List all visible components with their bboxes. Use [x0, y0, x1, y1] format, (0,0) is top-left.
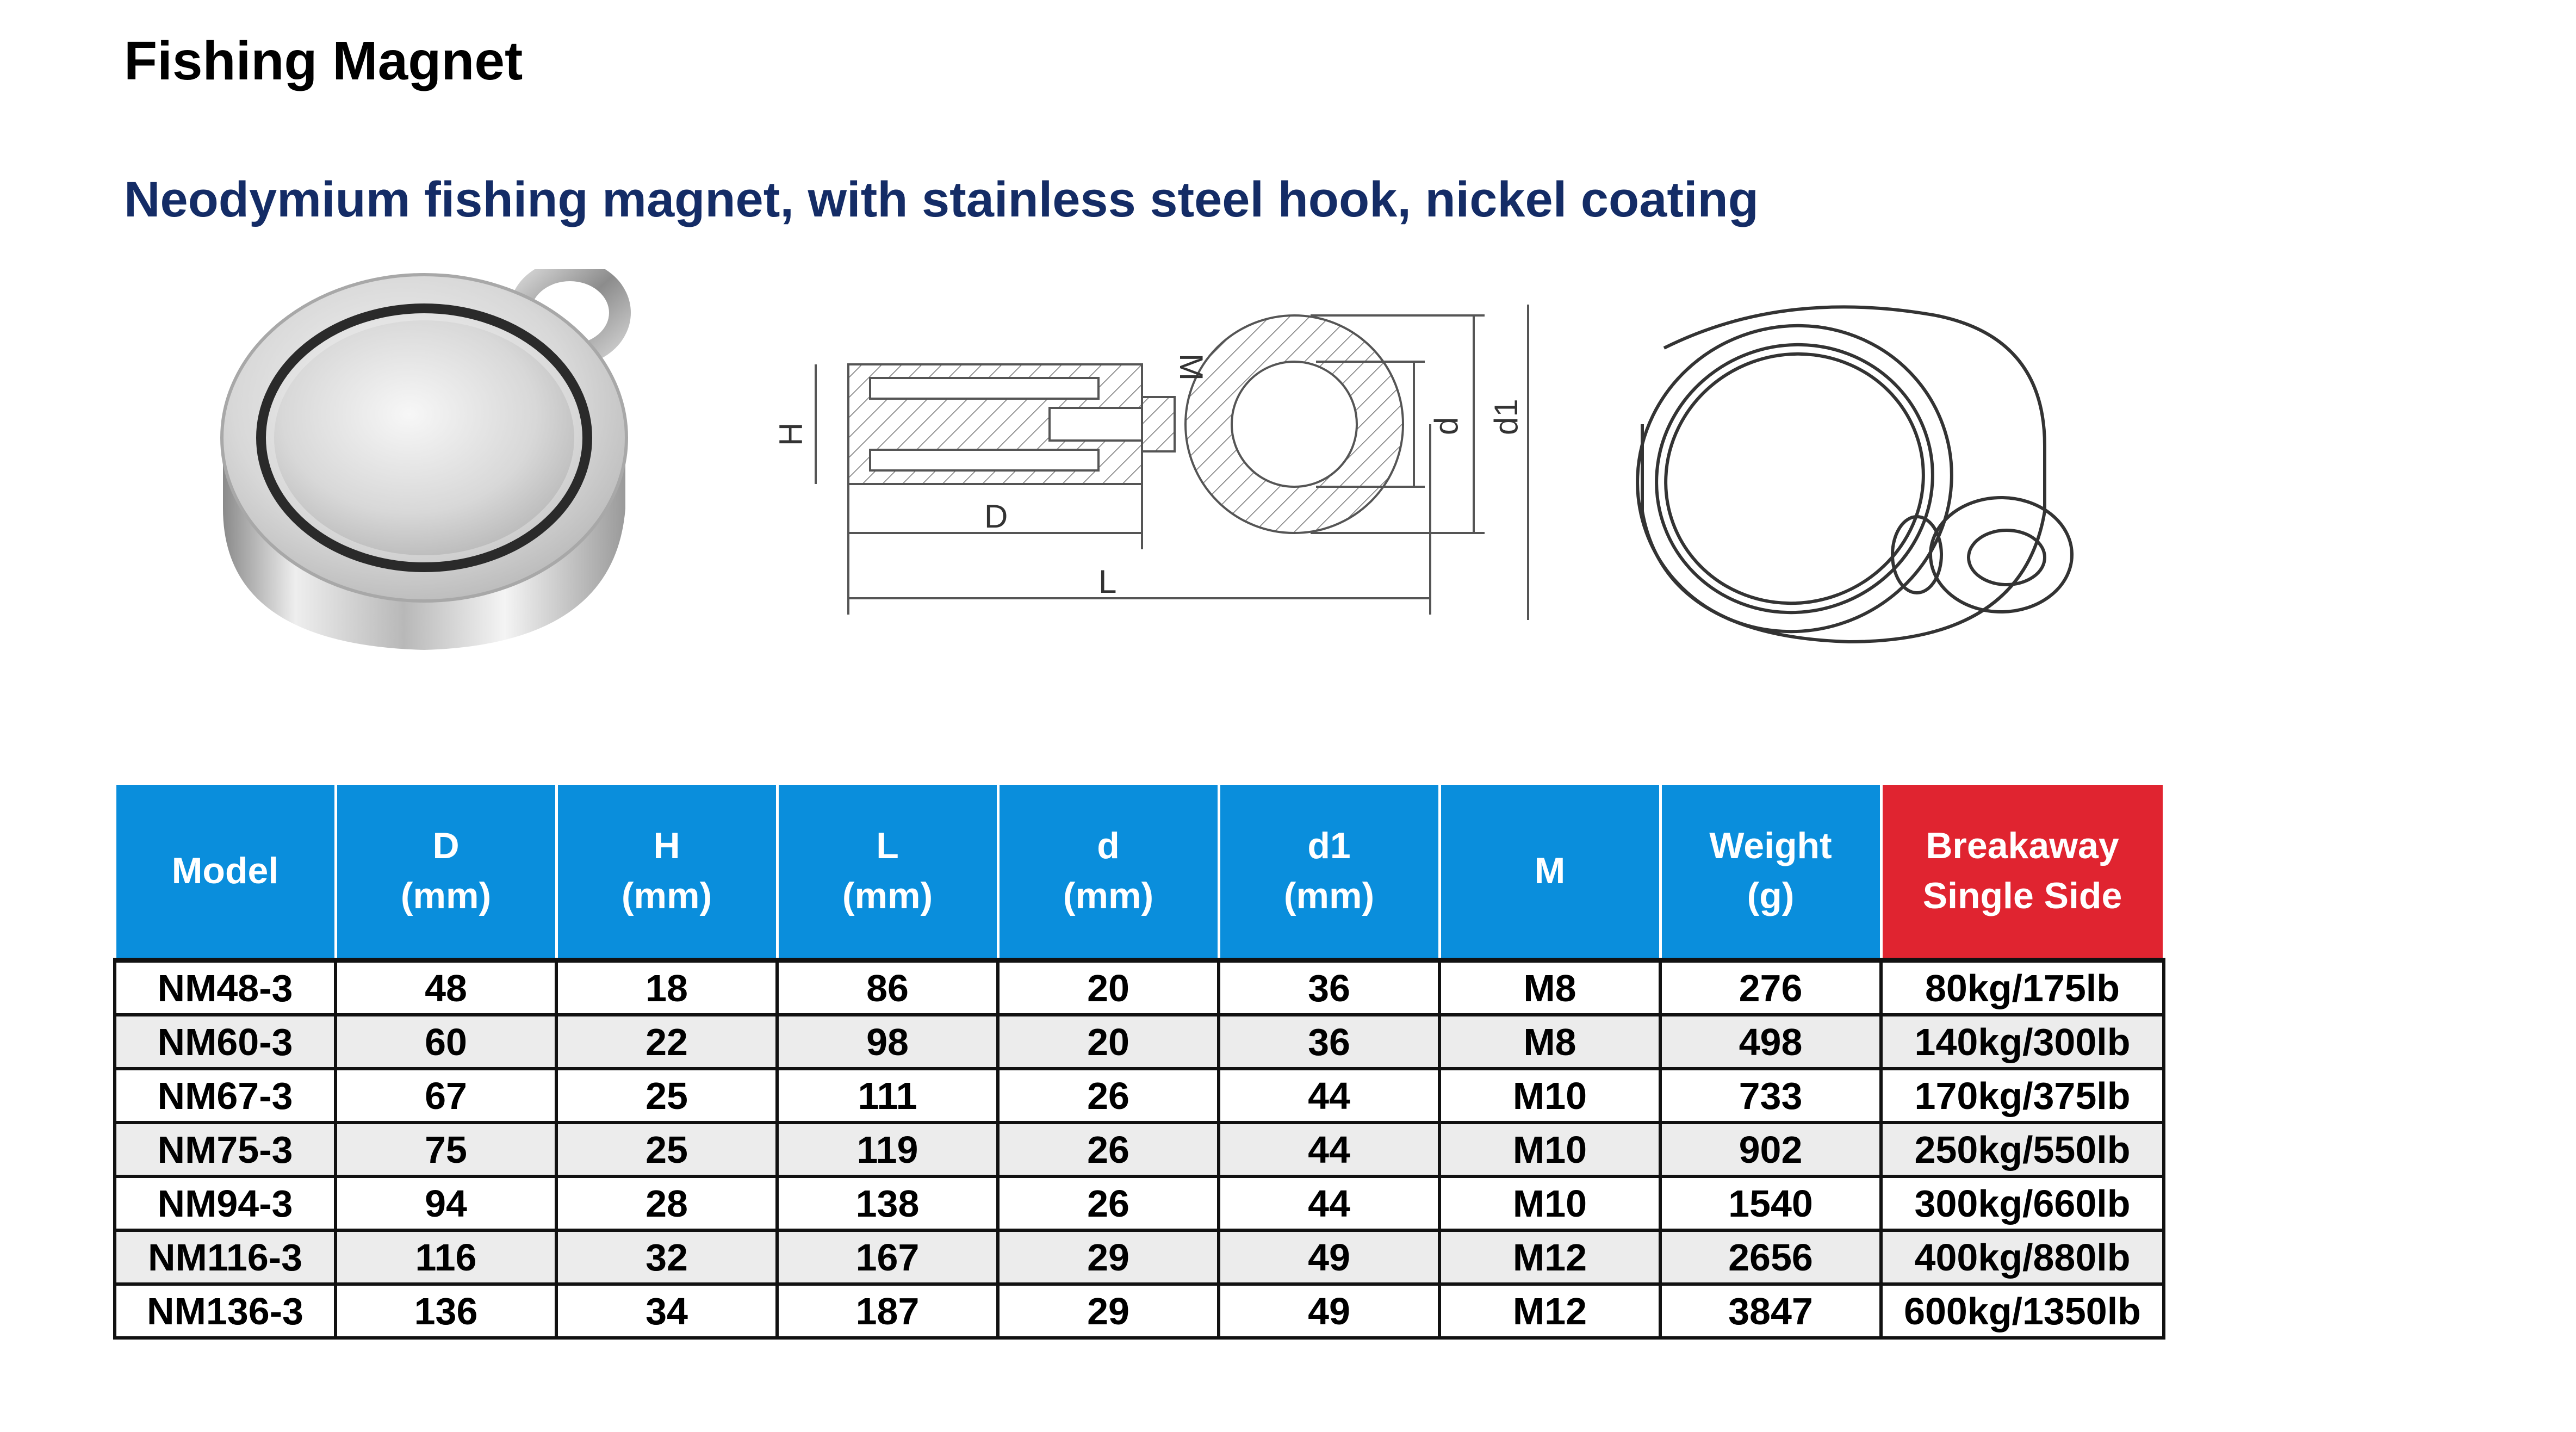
magnet-photo — [201, 269, 691, 661]
header-text: (mm) — [842, 875, 933, 916]
header-l-mm — [777, 784, 998, 960]
cell-model: NM94-3 — [115, 1176, 336, 1230]
header-breakaway — [1881, 784, 2164, 960]
cell-h: 18 — [556, 960, 777, 1015]
header-text: M — [1534, 850, 1566, 892]
cell-d1: 49 — [1219, 1284, 1439, 1338]
header-text: Single Side — [1922, 875, 2122, 916]
cell-h: 34 — [556, 1284, 777, 1338]
cell-l: 187 — [777, 1284, 998, 1338]
cell-d: 67 — [336, 1069, 556, 1123]
cell-model: NM136-3 — [115, 1284, 336, 1338]
cell-breakaway: 140kg/300lb — [1881, 1015, 2164, 1069]
label-L: L — [1098, 563, 1117, 600]
cell-h: 32 — [556, 1230, 777, 1284]
technical-drawing — [772, 294, 1577, 631]
cell-m: M12 — [1439, 1230, 1660, 1284]
header-text: Breakaway — [1926, 825, 2119, 867]
header-text: Model — [171, 850, 279, 892]
cell-weight: 902 — [1660, 1123, 1881, 1176]
header-d-mm — [336, 784, 556, 960]
cell-breakaway: 300kg/660lb — [1881, 1176, 2164, 1230]
cell-h: 28 — [556, 1176, 777, 1230]
spec-table — [113, 782, 2165, 1340]
cell-small-d: 29 — [998, 1284, 1219, 1338]
header-model — [115, 784, 336, 960]
header-text: (mm) — [400, 875, 492, 916]
header-text: D — [432, 825, 460, 867]
cell-model: NM48-3 — [115, 960, 336, 1015]
header-text: Weight — [1709, 825, 1832, 867]
header-row — [115, 784, 2164, 960]
cell-l: 138 — [777, 1176, 998, 1230]
cell-d1: 44 — [1219, 1069, 1439, 1123]
cell-weight: 498 — [1660, 1015, 1881, 1069]
table-row — [115, 1230, 2164, 1284]
table-row — [115, 1069, 2164, 1123]
cell-breakaway: 80kg/175lb — [1881, 960, 2164, 1015]
header-weight — [1660, 784, 1881, 960]
cell-model: NM60-3 — [115, 1015, 336, 1069]
cell-small-d: 29 — [998, 1230, 1219, 1284]
cell-d: 75 — [336, 1123, 556, 1176]
cell-weight: 1540 — [1660, 1176, 1881, 1230]
header-text: d1 — [1307, 825, 1351, 867]
cell-m: M10 — [1439, 1123, 1660, 1176]
cell-d1: 36 — [1219, 1015, 1439, 1069]
cell-h: 22 — [556, 1015, 777, 1069]
cell-small-d: 20 — [998, 960, 1219, 1015]
cell-d: 60 — [336, 1015, 556, 1069]
cell-model: NM75-3 — [115, 1123, 336, 1176]
cell-d1: 49 — [1219, 1230, 1439, 1284]
cell-small-d: 26 — [998, 1176, 1219, 1230]
label-M: M — [1173, 354, 1209, 381]
table-row — [115, 1123, 2164, 1176]
table-row — [115, 960, 2164, 1015]
table-row — [115, 1176, 2164, 1230]
header-h-mm — [556, 784, 777, 960]
cell-d1: 44 — [1219, 1176, 1439, 1230]
cell-m: M10 — [1439, 1069, 1660, 1123]
cell-d: 94 — [336, 1176, 556, 1230]
header-text: H — [653, 825, 680, 867]
cell-weight: 276 — [1660, 960, 1881, 1015]
cell-model: NM67-3 — [115, 1069, 336, 1123]
cell-small-d: 20 — [998, 1015, 1219, 1069]
header-text: (mm) — [1063, 875, 1154, 916]
cell-d1: 44 — [1219, 1123, 1439, 1176]
cell-d: 116 — [336, 1230, 556, 1284]
header-text: (mm) — [621, 875, 712, 916]
label-D: D — [984, 498, 1008, 535]
cell-breakaway: 170kg/375lb — [1881, 1069, 2164, 1123]
label-H: H — [773, 422, 809, 446]
header-m — [1439, 784, 1660, 960]
cell-weight: 2656 — [1660, 1230, 1881, 1284]
page-subtitle: Neodymium fishing magnet, with stainless steel hook, nickel coating — [124, 172, 1759, 227]
magnet-line-drawing — [1631, 283, 2110, 653]
cell-weight: 733 — [1660, 1069, 1881, 1123]
cell-model: NM116-3 — [115, 1230, 336, 1284]
label-d1: d1 — [1488, 399, 1524, 435]
cell-h: 25 — [556, 1069, 777, 1123]
header-text: d — [1097, 825, 1120, 867]
cell-m: M8 — [1439, 960, 1660, 1015]
header-text: (g) — [1747, 875, 1795, 916]
header-small-d-mm — [998, 784, 1219, 960]
header-d1-mm — [1219, 784, 1439, 960]
cell-l: 167 — [777, 1230, 998, 1284]
label-d: d — [1428, 417, 1464, 435]
cell-small-d: 26 — [998, 1069, 1219, 1123]
cell-h: 25 — [556, 1123, 777, 1176]
cell-m: M10 — [1439, 1176, 1660, 1230]
cell-m: M8 — [1439, 1015, 1660, 1069]
cell-small-d: 26 — [998, 1123, 1219, 1176]
cell-breakaway: 600kg/1350lb — [1881, 1284, 2164, 1338]
page-title: Fishing Magnet — [124, 30, 523, 91]
cell-d: 48 — [336, 960, 556, 1015]
cell-weight: 3847 — [1660, 1284, 1881, 1338]
header-text: L — [876, 825, 899, 867]
table-row — [115, 1015, 2164, 1069]
cell-breakaway: 250kg/550lb — [1881, 1123, 2164, 1176]
cell-l: 119 — [777, 1123, 998, 1176]
cell-d: 136 — [336, 1284, 556, 1338]
table-row — [115, 1284, 2164, 1338]
header-text: (mm) — [1283, 875, 1375, 916]
cell-l: 111 — [777, 1069, 998, 1123]
cell-l: 98 — [777, 1015, 998, 1069]
cell-d1: 36 — [1219, 960, 1439, 1015]
cell-m: M12 — [1439, 1284, 1660, 1338]
cell-l: 86 — [777, 960, 998, 1015]
cell-breakaway: 400kg/880lb — [1881, 1230, 2164, 1284]
